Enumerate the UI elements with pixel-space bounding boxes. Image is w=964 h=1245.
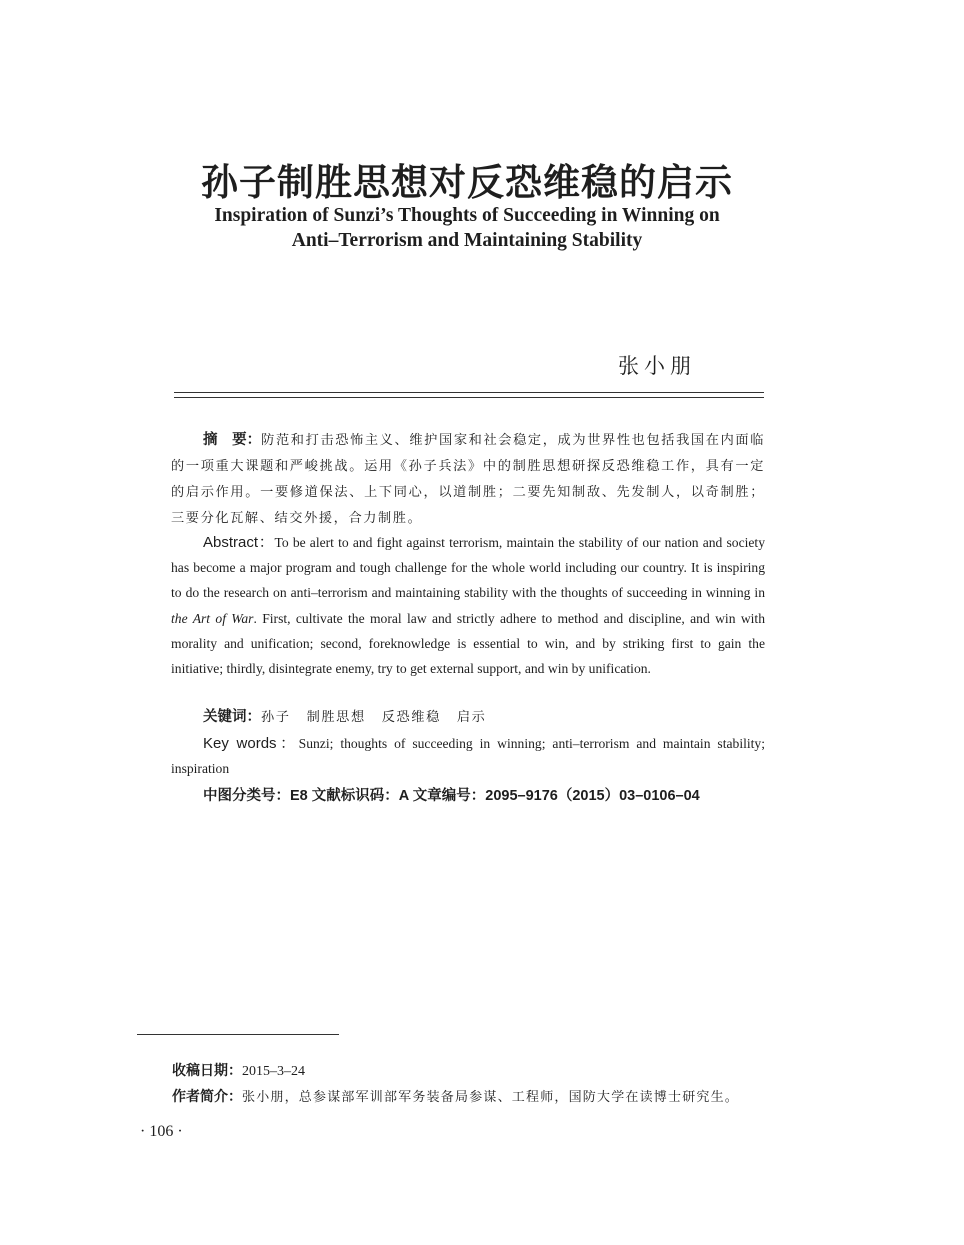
english-title-line-1: Inspiration of Sunzi’s Thoughts of Succeeding in Winning on bbox=[214, 205, 720, 226]
abstract-en-text-1: To be alert to and fight against terrorism, maintain the stability of our nation and society has become a major program and tough challenge for the whole world including our country. It is inspiring to do the research on anti–terrorism and maintaining stability with the thoughts of succeeding in winning in bbox=[171, 535, 765, 601]
keywords-en-label: Key words： bbox=[203, 735, 299, 752]
classification-line bbox=[203, 784, 700, 805]
clc-value: E8 bbox=[290, 788, 308, 804]
article-no-value: 2095–9176（2015）03–0106–04 bbox=[485, 788, 700, 804]
doc-code-value: A bbox=[398, 788, 409, 804]
bio-label: 作者简介： bbox=[172, 1088, 242, 1104]
bio-text: 张小朋，总参谋部军训部军务装备局参谋、工程师，国防大学在读博士研究生。 bbox=[242, 1090, 740, 1105]
abstract-en-book-title: the Art of War bbox=[171, 610, 254, 626]
article-no-label: 文章编号： bbox=[412, 788, 486, 804]
doc-code-label: 文献标识码： bbox=[311, 788, 399, 804]
abstract-english bbox=[171, 530, 765, 681]
article-title-english bbox=[0, 203, 934, 253]
keywords-en-text: Sunzi; thoughts of succeeding in winning; anti–terrorism and maintain stability; inspiration bbox=[171, 736, 766, 777]
english-title-line-2: Anti–Terrorism and Maintaining Stability bbox=[291, 230, 643, 251]
article-title-chinese: 孙子制胜思想对反恐维稳的启示 bbox=[201, 160, 733, 204]
author-name: 张小朋 bbox=[618, 354, 696, 378]
keywords-chinese bbox=[171, 704, 765, 731]
clc-label: 中图分类号： bbox=[203, 788, 290, 804]
received-label: 收稿日期： bbox=[172, 1062, 242, 1078]
keyword-3: 反恐维稳 bbox=[381, 710, 441, 725]
keywords-english bbox=[171, 731, 765, 781]
abstract-en-label: Abstract： bbox=[203, 534, 275, 551]
double-divider bbox=[174, 392, 764, 398]
footnote-author-bio bbox=[172, 1086, 739, 1106]
abstract-en-text-2: . First, cultivate the moral law and strictly adhere to method and discipline, and win with morality and unification; second, foreknowledge is essential to win, and by striking first to gain the initiative; thirdly, disintegrate enemy, try to get external support, and win by unification. bbox=[171, 610, 765, 677]
keyword-4: 启示 bbox=[456, 710, 487, 725]
abstract-cn-label: 摘 要： bbox=[203, 432, 262, 448]
keyword-1: 孙子 bbox=[261, 710, 291, 725]
received-date: 2015–3–24 bbox=[242, 1064, 305, 1079]
abstract-chinese bbox=[171, 427, 765, 532]
footnote-divider bbox=[137, 1034, 339, 1035]
page-number: · 106 · bbox=[140, 1123, 183, 1140]
keywords-cn-label: 关键词： bbox=[203, 709, 261, 725]
keyword-2: 制胜思想 bbox=[306, 710, 366, 725]
footnote-received bbox=[172, 1060, 305, 1080]
abstract-cn-text: 防范和打击恐怖主义、维护国家和社会稳定，成为世界性也包括我国在内面临的一项重大课题和严峻挑战。运用《孙子兵法》中的制胜思想研探反恐维稳工作，具有一定的启示作用。一要修道保法、上下同心，以道制胜；二要先知制敌、先发制人，以奇制胜；三要分化瓦解、结交外援，合力制胜。 bbox=[171, 433, 766, 526]
